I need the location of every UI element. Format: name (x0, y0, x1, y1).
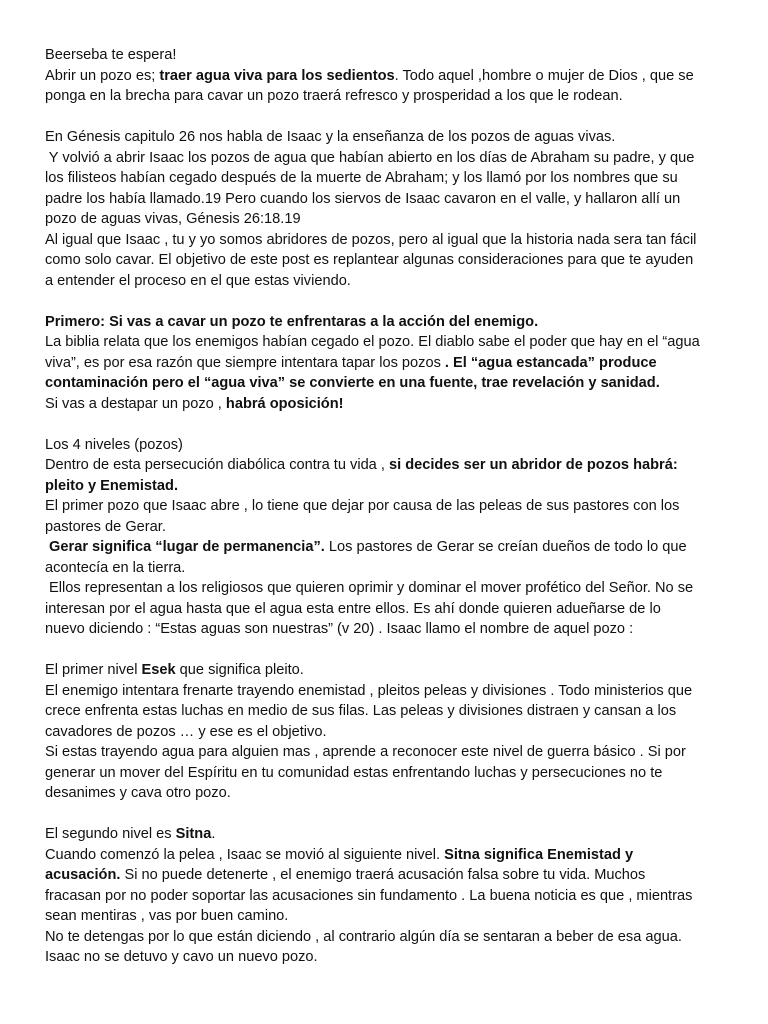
text-run: El primer nivel (45, 662, 142, 678)
text-line (45, 845, 725, 866)
bold-text: si decides ser un abridor de pozos habrá: (388, 457, 678, 473)
text-line (45, 312, 725, 333)
text-run: . Todo aquel ,hombre o mujer de Dios , que se (394, 67, 694, 84)
paragraph-gap (45, 107, 725, 128)
text-line: El enemigo intentara frenarte trayendo enemistad , pleitos peleas y divisiones . Todo ministerios que (45, 682, 693, 699)
text-line: acontecía en la tierra. (45, 559, 186, 576)
text-line (45, 537, 725, 558)
text-run: El segundo nivel es (45, 826, 176, 842)
paragraph-gap (45, 804, 725, 825)
text-line: crece enfrenta estas luchas en medio de sus filas. Las peleas y divisiones distraen y cansan a los (45, 703, 677, 719)
document-page (45, 45, 725, 968)
text-line (45, 865, 725, 886)
text-line: padre los había llamado.19 Pero cuando los siervos de Isaac cavaron en el valle, y hallaron allí un (45, 190, 681, 207)
text-line (45, 455, 725, 476)
bold-text: . El “agua estancada” produce (444, 354, 657, 371)
text-run: Si vas a destapar un pozo , (45, 395, 226, 412)
text-run: Abrir un pozo es; (45, 67, 160, 84)
bold-text: acusación. (45, 867, 121, 883)
text-run: . (211, 826, 216, 842)
text-line (45, 353, 725, 374)
text-line: los filisteos habían cegado después de la muerte de Abraham; y los llamó por los nombres que su (45, 170, 678, 186)
text-line: ponga en la brecha para cavar un pozo traerá refresco y prosperidad a los que le rodean. (45, 88, 623, 104)
text-line: pastores de Gerar. (45, 518, 166, 535)
text-line: Si estas trayendo agua para alguien mas , aprende a reconocer este nivel de guerra básico . Si por (45, 744, 686, 760)
text-line: a entender el proceso en el que estas viviendo. (45, 272, 351, 289)
text-run: Cuando comenzó la pelea , Isaac se movió al siguiente nivel. (45, 846, 445, 863)
text-line (45, 476, 725, 497)
text-line: Y volvió a abrir Isaac los pozos de agua que habían abierto en los días de Abraham su padre, y que (45, 149, 695, 166)
text-run: Los pastores de Gerar se creían dueños de todo lo que (324, 539, 687, 555)
bold-text: contaminación pero el “agua viva” se convierte en una fuente, trae revelación y sanidad. (45, 375, 660, 391)
bold-text: pleito y Enemistad. (45, 477, 178, 494)
text-line: Isaac no se detuvo y cavo un nuevo pozo. (45, 949, 318, 965)
paragraph-gap (45, 291, 725, 312)
text-line: No te detengas por lo que están diciendo , al contrario algún día se sentaran a beber de esa agua. (45, 928, 682, 945)
text-line: sean mentiras , vas por buen camino. (45, 908, 289, 924)
text-line: El primer pozo que Isaac abre , lo tiene que dejar por causa de las peleas de sus pastores con los (45, 498, 680, 514)
text-run: Si no puede detenerte , el enemigo traerá acusación falsa sobre tu vida. Muchos (120, 867, 646, 883)
text-line: Los 4 niveles (pozos) (45, 436, 183, 453)
text-line (45, 394, 725, 415)
text-line (45, 373, 725, 394)
text-line (45, 660, 725, 681)
bold-text: Esek (141, 662, 176, 678)
bold-text: Sitna significa Enemistad y (444, 846, 634, 863)
paragraph-gap (45, 640, 725, 661)
text-line: interesan por el agua hasta que el agua esta entre ellos. Es ahí donde quieren adueñarse de lo (45, 600, 661, 617)
text-run: Dentro de esta persecución diabólica contra tu vida , (45, 457, 389, 473)
text-line: pozo de aguas vivas, Génesis 26:18.19 (45, 211, 301, 227)
text-line: En Génesis capitulo 26 nos habla de Isaac y la enseñanza de los pozos de aguas vivas. (45, 129, 616, 145)
text-line: La biblia relata que los enemigos habían cegado el pozo. El diablo sabe el poder que hay en el “agua (45, 334, 700, 350)
bold-text: traer agua viva para los sedientos (159, 67, 395, 84)
text-line: generar un mover del Espíritu en tu comunidad estas enfrentando luchas y persecuciones no te (45, 764, 663, 781)
text-line: Al igual que Isaac , tu y yo somos abridores de pozos, pero al igual que la historia nada sera tan fácil (45, 231, 697, 248)
bold-text: Sitna (175, 826, 212, 842)
text-line: desanimes y cava otro pozo. (45, 785, 231, 801)
bold-text: habrá oposición! (225, 395, 344, 412)
text-line: cavadores de pozos … y ese es el objetivo. (45, 723, 327, 740)
text-line (45, 824, 725, 845)
bold-text: Gerar significa “lugar de permanencia”. (45, 539, 325, 555)
text-line: fracasan por no poder soportar las acusaciones sin fundamento . La buena noticia es que , mientras (45, 887, 693, 904)
paragraph-gap (45, 414, 725, 435)
text-line (45, 66, 725, 87)
text-line: Ellos representan a los religiosos que quieren oprimir y dominar el mover profético del Señor. No se (45, 580, 694, 596)
text-run: viva”, es por esa razón que siempre intentara tapar los pozos (45, 354, 445, 371)
text-run: que significa pleito. (175, 662, 304, 678)
text-line: como solo cavar. El objetivo de este post es replantear algunas consideraciones para que te ayuden (45, 252, 694, 268)
text-line: Beerseba te espera! (45, 47, 177, 63)
text-line: nuevo diciendo : “Estas aguas son nuestras” (v 20) . Isaac llamo el nombre de aquel pozo : (45, 621, 634, 637)
section-heading: Primero: Si vas a cavar un pozo te enfrentaras a la acción del enemigo. (45, 313, 539, 330)
